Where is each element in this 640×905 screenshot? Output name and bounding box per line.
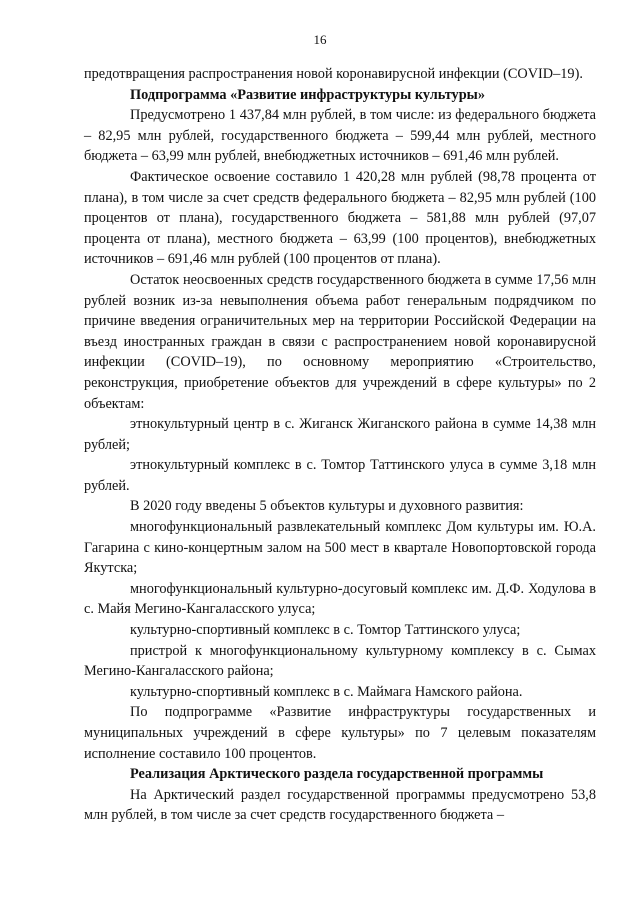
paragraph: многофункциональный культурно-досуговый комплекс им. Д.Ф. Ходулова в с. Майя Мегино-Кангаласского улуса; xyxy=(84,580,596,618)
page-number: 16 xyxy=(313,32,327,47)
paragraph: многофункциональный развлекательный комплекс Дом культуры им. Ю.А. Гагарина с кино-концертным залом на 500 мест в квартале Новопортовской города Якутска; xyxy=(84,519,596,577)
paragraph: На Арктический раздел государственной программы предусмотрено 53,8 млн рублей, в том числе за счет средств государственного бюджета – xyxy=(84,786,596,824)
section-heading: Подпрограмма «Развитие инфраструктуры культуры» xyxy=(130,86,485,103)
document-body xyxy=(84,64,596,826)
paragraph: В 2020 году введены 5 объектов культуры и духовного развития: xyxy=(130,498,524,515)
paragraph: По подпрограмме «Развитие инфраструктуры государственных и муниципальных учреждений в сфере культуры» по 7 целевым показателям исполнение составило 100 процентов. xyxy=(84,704,596,762)
paragraph: Фактическое освоение составило 1 420,28 млн рублей (98,78 процента от плана), в том числе за счет средств федерального бюджета – 82,95 млн рублей (100 процентов от плана), государственного бюджета – 581,88 млн рублей (97,07 процента от плана), местного бюджета – 63,99 (100 процентов), внебюджетных источников – 691,46 млн рублей (100 процентов от плана). xyxy=(84,168,596,268)
paragraph: этнокультурный комплекс в с. Томтор Таттинского улуса в сумме 3,18 млн рублей. xyxy=(84,457,596,494)
paragraph: Остаток неосвоенных средств государственного бюджета в сумме 17,56 млн рублей возник из-за невыполнения объема работ генеральным подрядчиком по причине введения ограничительных мер на территории Российской Федерации на въезд иностранных граждан в связи с распространением новой коронавирусной инфекции (COVID–19), по основному мероприятию «Строительство, реконструкция, приобретение объектов для учреждений в сфере культуры» по 2 объектам: xyxy=(84,271,596,412)
section-heading: Реализация Арктического раздела государственной программы xyxy=(130,766,544,783)
paragraph: пристрой к многофункциональному культурному комплексу в с. Сымах Мегино-Кангаласского района; xyxy=(84,642,596,680)
paragraph: культурно-спортивный комплекс в с. Томтор Таттинского улуса; xyxy=(130,622,521,639)
paragraph: культурно-спортивный комплекс в с. Маймага Намского района. xyxy=(130,683,523,700)
paragraph: Предусмотрено 1 437,84 млн рублей, в том числе: из федерального бюджета – 82,95 млн рублей, государственного бюджета – 599,44 млн рублей, местного бюджета – 63,99 млн рублей, внебюджетных источников – 691,46 млн рублей. xyxy=(84,107,596,165)
paragraph: этнокультурный центр в с. Жиганск Жиганского района в сумме 14,38 млн рублей; xyxy=(84,416,596,453)
paragraph: предотвращения распространения новой коронавирусной инфекции (COVID–19). xyxy=(84,66,583,82)
